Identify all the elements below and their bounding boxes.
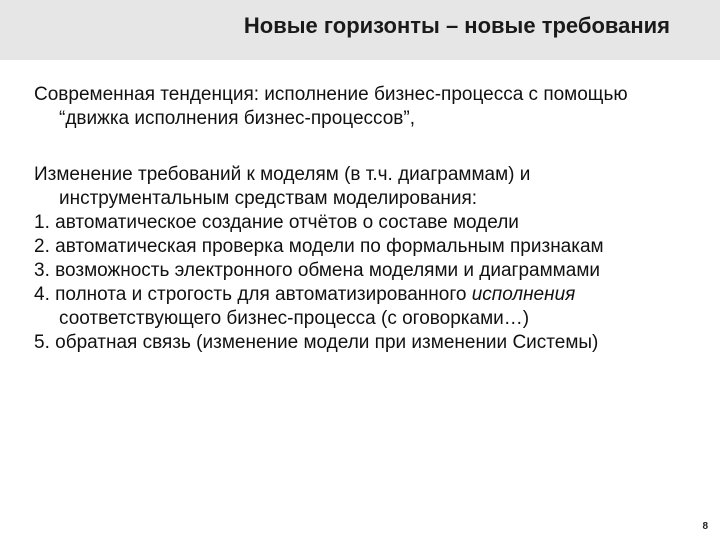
title-bar — [0, 0, 720, 60]
list-item-4 — [34, 283, 694, 331]
paragraph-spacer — [34, 131, 694, 163]
list-item-5: 5. обратная связь (изменение модели при изменении Системы) — [34, 332, 599, 353]
list-item-1: 1. автоматическое создание отчётов о составе модели — [34, 212, 519, 233]
requirements-intro: Изменение требований к моделям (в т.ч. диаграммам) и инструментальным средствам моделирования: — [34, 164, 531, 209]
list-item-4-prefix: 4. полнота и строгость для автоматизированного — [34, 284, 472, 305]
list-item-4-emphasis: исполнения — [471, 284, 576, 305]
slide-title: Новые горизонты – новые требования — [243, 13, 670, 38]
list-item-3: 3. возможность электронного обмена моделями и диаграммами — [34, 260, 600, 281]
page-number: 8 — [702, 521, 708, 532]
trend-paragraph: Современная тенденция: исполнение бизнес-процесса с помощью “движка исполнения бизнес-процессов”, — [34, 84, 628, 129]
list-item-2: 2. автоматическая проверка модели по формальным признакам — [34, 236, 604, 257]
slide-body — [34, 83, 694, 355]
list-item-4-suffix: соответствующего бизнес-процесса (с оговорками…) — [59, 308, 530, 329]
